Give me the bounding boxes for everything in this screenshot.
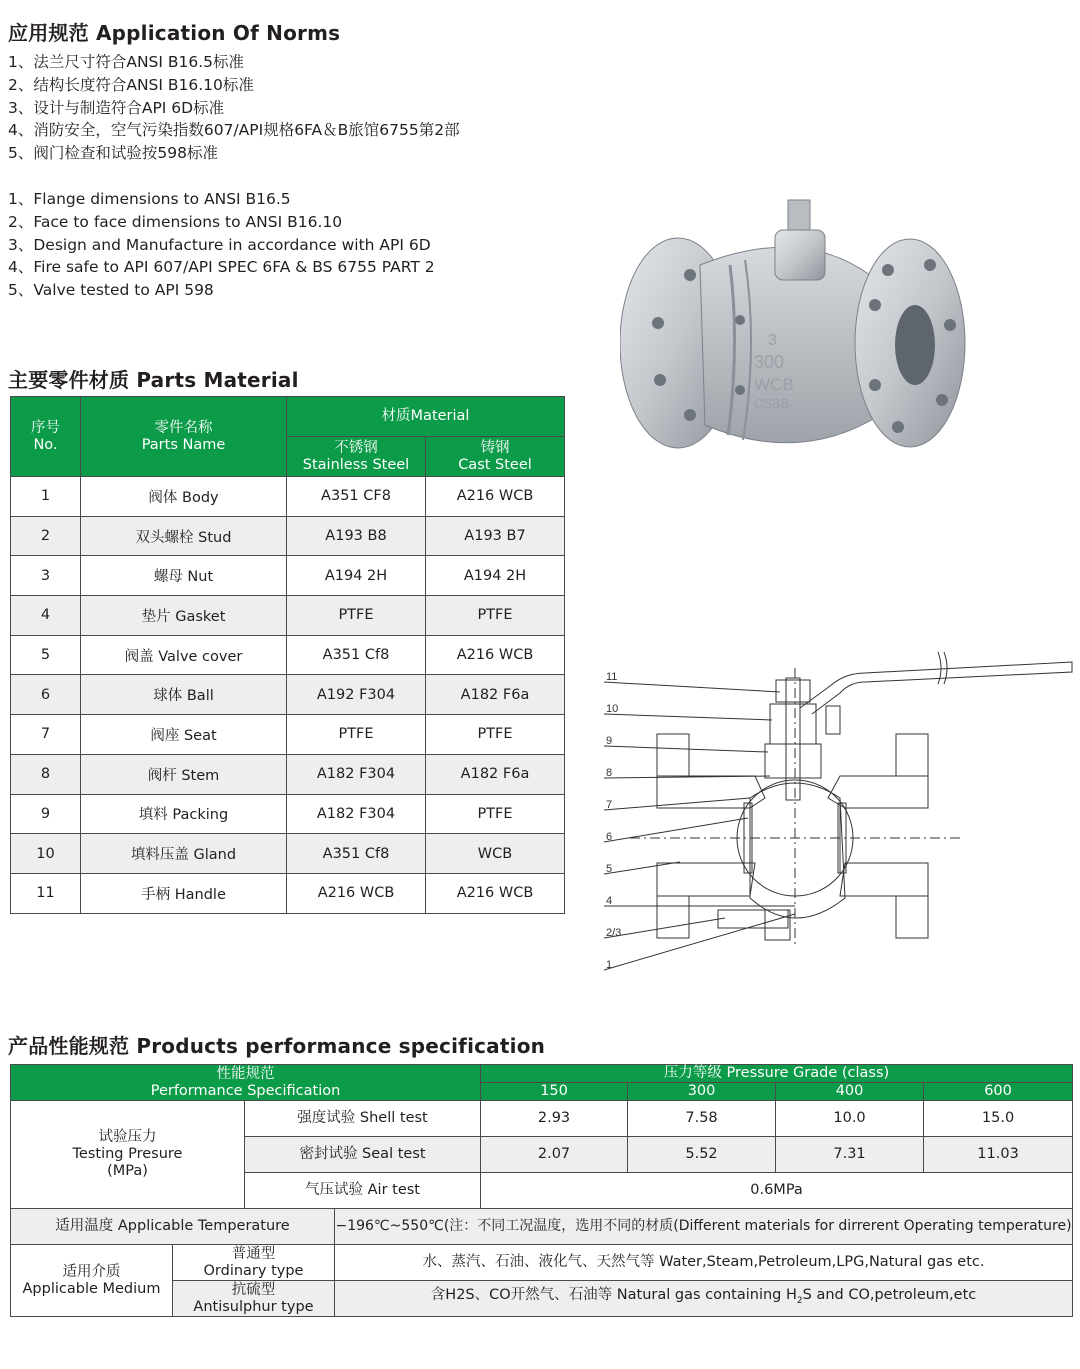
- header-cast-steel: 铸钢 Cast Steel: [426, 437, 565, 477]
- header-no: 序号 No.: [11, 397, 81, 477]
- stainless-material: A193 B8: [287, 516, 426, 556]
- part-no: 8: [11, 754, 81, 794]
- seal-test-value: 7.31: [776, 1137, 924, 1173]
- stainless-material: A351 Cf8: [287, 834, 426, 874]
- cast-material: A216 WCB: [426, 873, 565, 913]
- drawing-label-10: 10: [606, 703, 619, 715]
- part-no: 1: [11, 477, 81, 517]
- stainless-material: A351 CF8: [287, 477, 426, 517]
- table-row: [11, 873, 565, 913]
- stainless-material: A182 F304: [287, 794, 426, 834]
- list-item: 4、Fire safe to API 607/API SPEC 6FA & BS 6755 PART 2: [8, 258, 435, 277]
- cast-material: PTFE: [426, 596, 565, 636]
- table-row: [11, 596, 565, 636]
- seal-test-value: 2.07: [481, 1137, 628, 1173]
- header-parts-name: 零件名称 Parts Name: [81, 397, 287, 477]
- ordinary-type-label: 普通型 Ordinary type: [173, 1245, 335, 1281]
- table-row: [11, 635, 565, 675]
- seal-test-label: 密封试验 Seal test: [245, 1137, 481, 1173]
- part-name: 球体 Ball: [81, 675, 287, 715]
- table-row: [11, 834, 565, 874]
- cast-material: A182 F6a: [426, 675, 565, 715]
- seal-test-value: 11.03: [924, 1137, 1073, 1173]
- part-name: 填料压盖 Gland: [81, 834, 287, 874]
- shell-test-value: 2.93: [481, 1101, 628, 1137]
- table-row: [11, 477, 565, 517]
- list-item: 3、设计与制造符合API 6D标准: [8, 98, 225, 117]
- drawing-label-7: 7: [606, 799, 613, 811]
- air-test-value: 0.6MPa: [481, 1173, 1073, 1209]
- parts-material-table: [10, 396, 565, 914]
- cast-material: A194 2H: [426, 556, 565, 596]
- table-row: [11, 715, 565, 755]
- part-no: 11: [11, 873, 81, 913]
- header-performance-spec: 性能规范 Performance Specification: [11, 1065, 481, 1101]
- table-row: [11, 516, 565, 556]
- header-pressure-grade: 压力等级 Pressure Grade (class): [481, 1065, 1073, 1083]
- antisulphur-type-label: 抗硫型 Antisulphur type: [173, 1281, 335, 1317]
- valve-section-drawing: [600, 648, 1078, 978]
- part-no: 3: [11, 556, 81, 596]
- testing-pressure-label: 试验压力 Testing Presure (MPa): [11, 1101, 245, 1209]
- header-grade: 400: [776, 1083, 924, 1101]
- norms-cn-list: [8, 51, 460, 165]
- part-no: 2: [11, 516, 81, 556]
- shell-test-value: 15.0: [924, 1101, 1073, 1137]
- list-item: 1、法兰尺寸符合ANSI B16.5标准: [8, 53, 245, 71]
- ordinary-type-value: 水、蒸汽、石油、液化气、天然气等 Water,Steam,Petroleum,LPG,Natural gas etc.: [335, 1245, 1073, 1281]
- header-grade: 600: [924, 1083, 1073, 1101]
- table-row: [11, 675, 565, 715]
- stainless-material: PTFE: [287, 715, 426, 755]
- drawing-label-2-3: 2/3: [606, 927, 622, 939]
- stainless-material: A216 WCB: [287, 873, 426, 913]
- part-name: 填料 Packing: [81, 794, 287, 834]
- stainless-material: A182 F304: [287, 754, 426, 794]
- norms-title: 应用规范 Application Of Norms: [8, 21, 341, 45]
- part-name: 阀杆 Stem: [81, 754, 287, 794]
- part-no: 9: [11, 794, 81, 834]
- shell-test-value: 7.58: [628, 1101, 776, 1137]
- stainless-material: A351 Cf8: [287, 635, 426, 675]
- casting-mark: WCB: [754, 375, 794, 394]
- table-row: [11, 556, 565, 596]
- list-item: 2、结构长度符合ANSI B16.10标准: [8, 75, 254, 94]
- stainless-material: A192 F304: [287, 675, 426, 715]
- cast-material: WCB: [426, 834, 565, 874]
- header-stainless-steel: 不锈钢 Stainless Steel: [287, 437, 426, 477]
- ball-valve-photo: [620, 195, 970, 470]
- list-item: 3、Design and Manufacture in accordance with API 6D: [8, 235, 431, 254]
- list-item: 1、Flange dimensions to ANSI B16.5: [8, 190, 291, 208]
- cast-material: PTFE: [426, 715, 565, 755]
- norms-en-list: [8, 188, 435, 302]
- part-name: 螺母 Nut: [81, 556, 287, 596]
- cast-material: A182 F6a: [426, 754, 565, 794]
- casting-mark: 3: [768, 332, 777, 349]
- part-no: 5: [11, 635, 81, 675]
- drawing-label-5: 5: [606, 863, 613, 875]
- drawing-label-8: 8: [606, 767, 613, 779]
- temperature-label: 适用温度 Applicable Temperature: [11, 1209, 335, 1245]
- performance-table: [10, 1064, 1073, 1317]
- medium-label: 适用介质 Applicable Medium: [11, 1245, 173, 1317]
- casting-mark: 300: [754, 352, 785, 372]
- table-row: [11, 794, 565, 834]
- temperature-value: −196℃~550℃(注：不同工况温度，选用不同的材质(Different materials for dirrerent Operating temperature): [335, 1209, 1073, 1245]
- cast-material: A216 WCB: [426, 635, 565, 675]
- drawing-label-4: 4: [606, 895, 613, 907]
- part-name: 阀座 Seat: [81, 715, 287, 755]
- drawing-label-6: 6: [606, 831, 613, 843]
- cast-material: PTFE: [426, 794, 565, 834]
- part-name: 垫片 Gasket: [81, 596, 287, 636]
- header-grade: 150: [481, 1083, 628, 1101]
- header-grade: 300: [628, 1083, 776, 1101]
- part-no: 4: [11, 596, 81, 636]
- antisulphur-type-value: 含H2S、CO开然气、石油等 Natural gas containing $H_2S$ and CO,petroleum,etc: [335, 1281, 1073, 1317]
- parts-title: 主要零件材质 Parts Material: [8, 368, 299, 392]
- part-no: 7: [11, 715, 81, 755]
- stainless-material: A194 2H: [287, 556, 426, 596]
- part-no: 6: [11, 675, 81, 715]
- table-row: [11, 754, 565, 794]
- drawing-label-1: 1: [606, 959, 613, 971]
- shell-test-label: 强度试验 Shell test: [245, 1101, 481, 1137]
- shell-test-value: 10.0: [776, 1101, 924, 1137]
- part-name: 手柄 Handle: [81, 873, 287, 913]
- header-material: 材质Material: [287, 397, 565, 437]
- list-item: 5、阀门检查和试验按598标准: [8, 144, 218, 163]
- stainless-material: PTFE: [287, 596, 426, 636]
- drawing-label-9: 9: [606, 735, 613, 747]
- seal-test-value: 5.52: [628, 1137, 776, 1173]
- part-name: 双头螺栓 Stud: [81, 516, 287, 556]
- part-no: 10: [11, 834, 81, 874]
- drawing-label-11: 11: [606, 671, 618, 683]
- casting-mark: CSBB: [754, 396, 790, 411]
- cast-material: A193 B7: [426, 516, 565, 556]
- list-item: 2、Face to face dimensions to ANSI B16.10: [8, 212, 343, 231]
- part-name: 阀体 Body: [81, 477, 287, 517]
- list-item: 4、消防安全，空气污染指数607/API规格6FA＆B旅馆6755第2部: [8, 121, 460, 140]
- cast-material: A216 WCB: [426, 477, 565, 517]
- list-item: 5、Valve tested to API 598: [8, 281, 214, 300]
- air-test-label: 气压试验 Air test: [245, 1173, 481, 1209]
- part-name: 阀盖 Valve cover: [81, 635, 287, 675]
- performance-title: 产品性能规范 Products performance specification: [8, 1034, 546, 1058]
